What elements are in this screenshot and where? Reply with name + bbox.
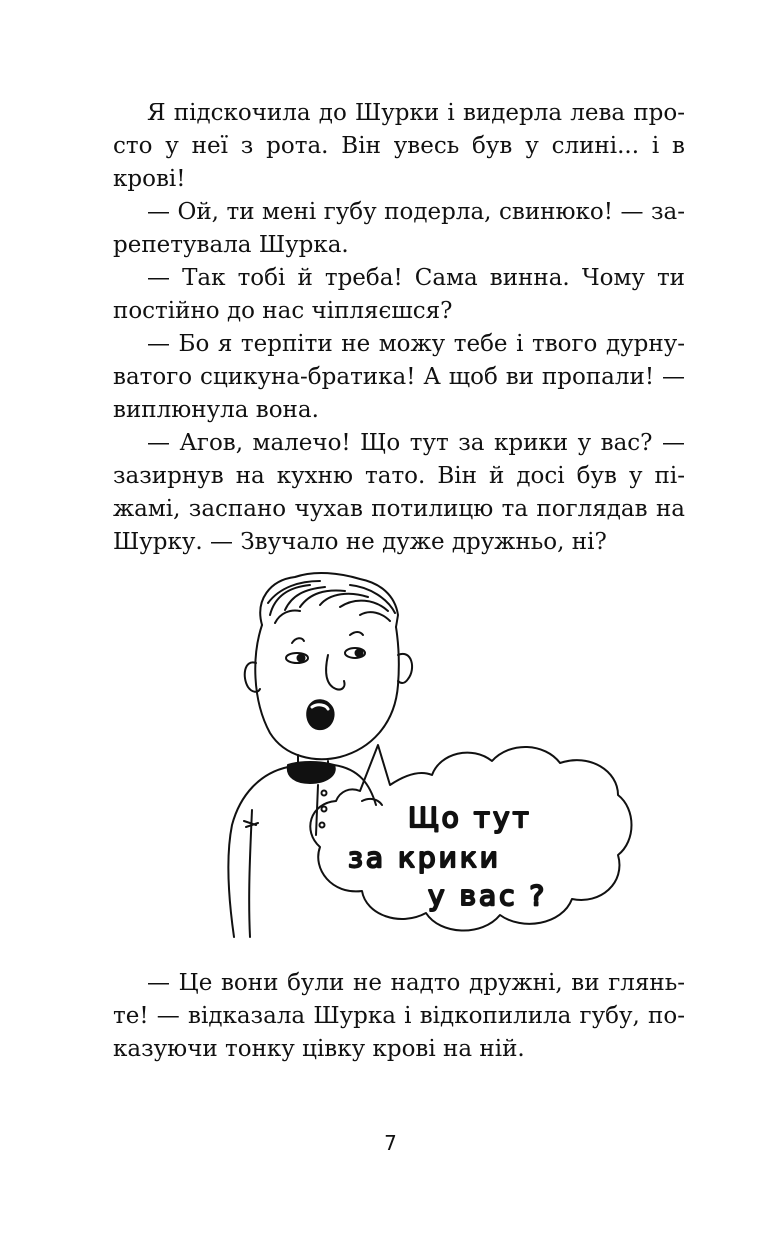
bubble-line: за крики — [348, 841, 501, 874]
text-line: — Так тобі й треба! Сама винна. Чому ти — [147, 265, 685, 291]
nose — [326, 655, 344, 690]
text-line: виплюнула вона. — [113, 397, 319, 423]
text-line: те! — відказала Шурка і відкопилила губу, по- — [113, 1003, 685, 1029]
page-number: 7 — [384, 1131, 397, 1155]
text-line: крові! — [113, 166, 186, 192]
text-line: — Це вони були не надто дружні, ви глянь- — [147, 970, 685, 996]
text-line: жамі, заспано чухав потилицю та поглядав на — [113, 496, 685, 522]
text-line: зазирнув на кухню тато. Він й досі був у пі- — [113, 463, 685, 489]
text-line: — Агов, малечо! Що тут за крики у вас? — — [147, 430, 685, 456]
text-line: сто у неї з рота. Він увесь був у слині... і в — [113, 133, 685, 159]
left-ear — [245, 662, 260, 691]
bubble-line: у вас ? — [428, 879, 548, 912]
text-line: Я підскочила до Шурки і видерла лева про- — [147, 100, 685, 126]
right-pupil — [356, 650, 363, 657]
right-ear — [398, 654, 412, 683]
button — [322, 807, 327, 812]
text-line: казуючи тонку цівку крові на ній. — [113, 1036, 525, 1062]
arm-left — [249, 810, 252, 937]
main-text-bottom — [113, 967, 685, 1066]
text-line: — Ой, ти мені губу подерла, свинюко! — за- — [147, 199, 685, 225]
hand — [362, 799, 382, 805]
bubble-line: Що тут — [408, 801, 532, 834]
text-line: — Бо я терпіти не можу тебе і твого дурну- — [147, 331, 685, 357]
left-eyebrow — [292, 638, 304, 643]
text-line: ватого сцикуна-братика! А щоб ви пропали! — — [113, 364, 685, 390]
text-line: репетувала Шурка. — [113, 232, 349, 258]
collar — [288, 762, 335, 783]
text-line: Шурку. — Звучало не дуже дружньо, ні? — [113, 529, 607, 555]
right-eyebrow — [350, 632, 363, 635]
text-line: постійно до нас чіпляєшся? — [113, 298, 453, 324]
button — [320, 823, 325, 828]
hair — [260, 573, 398, 627]
head — [255, 625, 399, 759]
main-text-top — [113, 97, 685, 559]
button — [322, 791, 327, 796]
left-pupil — [298, 655, 305, 662]
dad-illustration — [200, 565, 640, 950]
